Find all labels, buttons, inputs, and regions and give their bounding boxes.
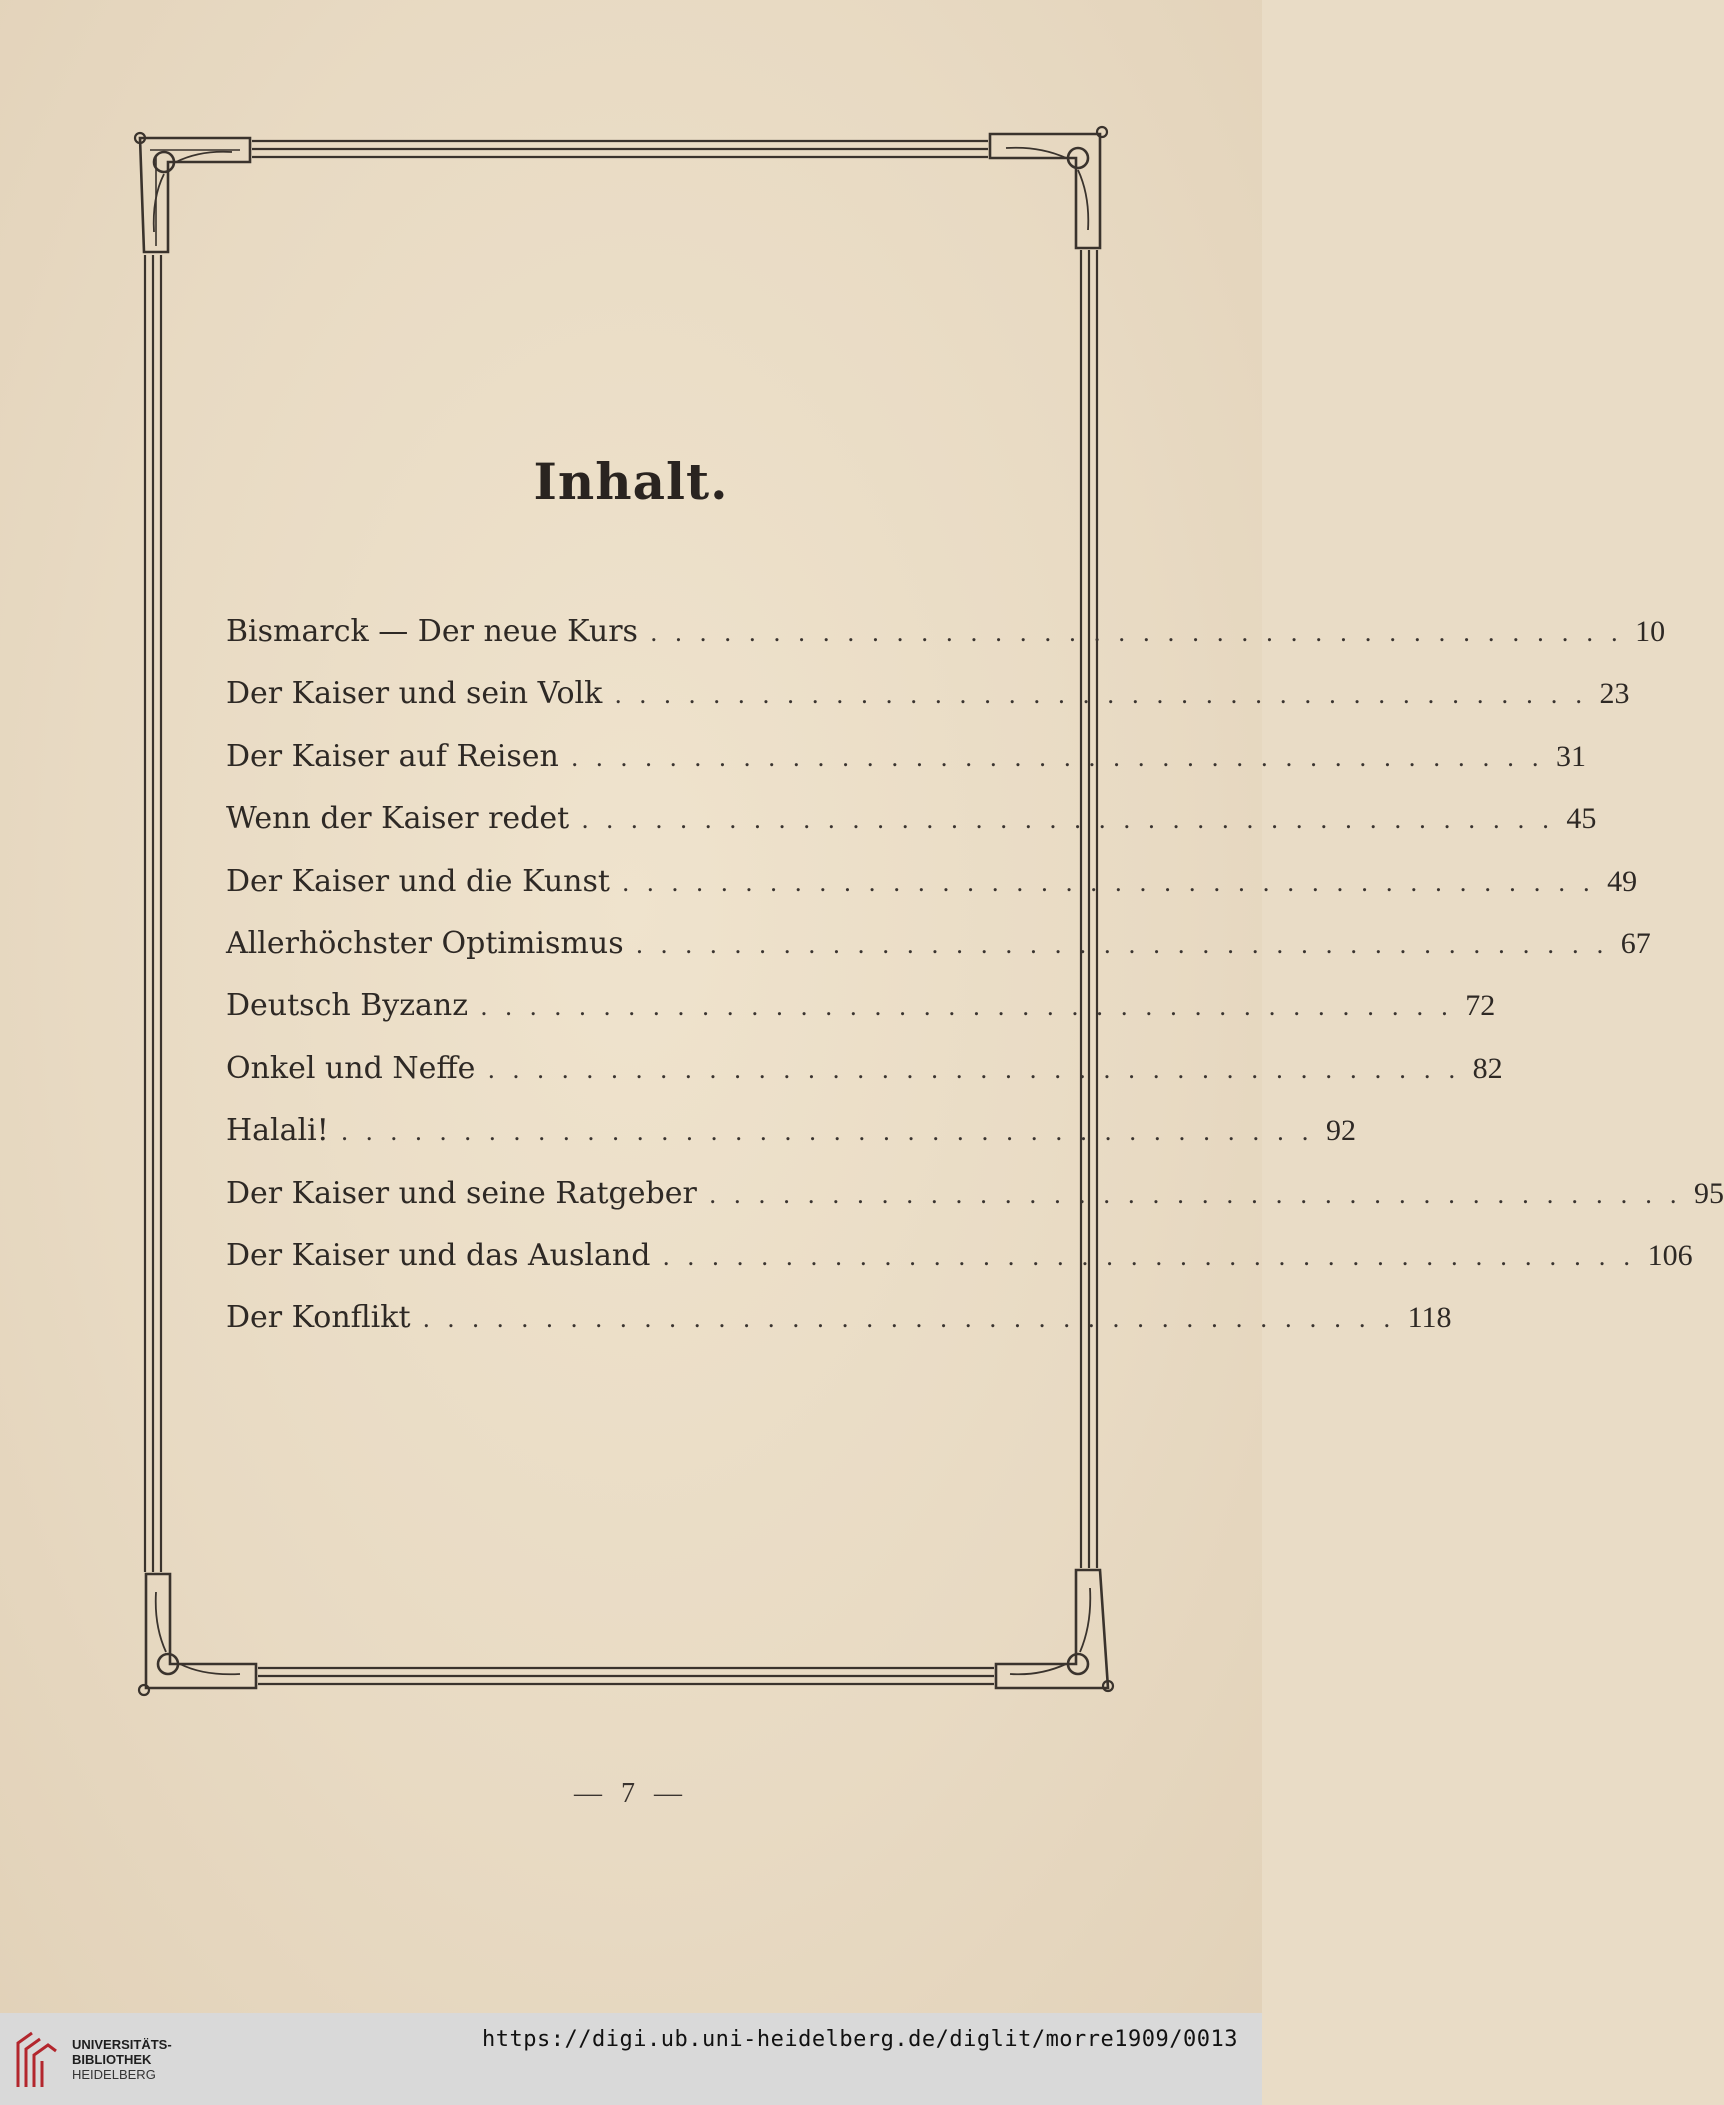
corner-ornament-bottom-right bbox=[996, 1570, 1113, 1691]
toc-entry-page: 82 bbox=[1472, 1051, 1503, 1085]
toc-entry-page: 72 bbox=[1465, 989, 1496, 1023]
library-name-line-1: UNIVERSITÄTS- bbox=[72, 2037, 172, 2052]
toc-leader-dots: ........................................ bbox=[422, 1305, 1408, 1334]
toc-leader-dots: ........................................ bbox=[570, 743, 1557, 772]
toc-leader-dots: ........................................ bbox=[635, 930, 1621, 959]
toc-entry-page: 45 bbox=[1566, 802, 1597, 836]
toc-entry bbox=[226, 1237, 1693, 1300]
corner-ornament-bottom-left bbox=[139, 1574, 256, 1695]
toc-entry bbox=[226, 614, 1666, 676]
library-name bbox=[72, 2037, 172, 2082]
permalink-url[interactable]: https://digi.ub.uni-heidelberg.de/diglit/morre1909/0013 bbox=[482, 2027, 1238, 2052]
page-title: Inhalt. bbox=[533, 452, 729, 511]
toc-entry bbox=[226, 1050, 1503, 1113]
toc-leader-dots: ........................................ bbox=[649, 619, 1636, 647]
toc-entry bbox=[226, 863, 1638, 926]
toc-entry-page: 106 bbox=[1647, 1238, 1693, 1272]
university-library-logo[interactable] bbox=[14, 2029, 60, 2091]
toc-entry-title: Der Kaiser und seine Ratgeber bbox=[226, 1175, 697, 1211]
toc-entry-title: Bismarck — Der neue Kurs bbox=[226, 614, 638, 649]
toc-entry-page: 92 bbox=[1325, 1114, 1356, 1148]
toc-entry bbox=[226, 925, 1651, 988]
library-name-line-3: HEIDELBERG bbox=[72, 2067, 156, 2082]
toc-entry-page: 23 bbox=[1599, 677, 1630, 711]
toc-entry-title: Der Kaiser und die Kunst bbox=[226, 863, 610, 899]
toc-entry-title: Halali! bbox=[226, 1113, 329, 1149]
toc-entry-page: 67 bbox=[1620, 926, 1651, 960]
toc-leader-dots: ........................................ bbox=[621, 868, 1608, 897]
toc-entry bbox=[226, 988, 1496, 1050]
toc-leader-dots: ........................................ bbox=[581, 806, 1567, 835]
toc-entry-title: Der Konflikt bbox=[226, 1300, 411, 1336]
toc-entry bbox=[226, 1300, 1452, 1362]
toc-entry-title: Wenn der Kaiser redet bbox=[226, 801, 570, 837]
toc-leader-dots: ........................................ bbox=[662, 1242, 1648, 1271]
toc-leader-dots: ........................................ bbox=[614, 681, 1600, 710]
toc-entry-title: Allerhöchster Optimismus bbox=[226, 925, 624, 961]
toc-entry-title: Der Kaiser und sein Volk bbox=[226, 676, 603, 712]
toc-entry bbox=[226, 801, 1597, 863]
library-name-line-2: BIBLIOTHEK bbox=[72, 2052, 152, 2067]
toc-entry-title: Onkel und Neffe bbox=[226, 1050, 476, 1086]
toc-leader-dots: ........................................ bbox=[708, 1180, 1694, 1209]
toc-entry bbox=[226, 1113, 1356, 1175]
page-number: — 7 — bbox=[574, 1778, 688, 1809]
toc-entry-page: 10 bbox=[1635, 615, 1666, 648]
toc-entry-title: Der Kaiser auf Reisen bbox=[226, 738, 559, 774]
toc-entry-page: 49 bbox=[1607, 864, 1638, 898]
toc-entry-page: 31 bbox=[1556, 739, 1587, 773]
toc-entry-title: Deutsch Byzanz bbox=[226, 988, 469, 1024]
toc-leader-dots: ........................................ bbox=[480, 993, 1466, 1022]
footer-bar bbox=[0, 2013, 1262, 2105]
toc-entry bbox=[226, 1175, 1724, 1238]
toc-leader-dots: ........................................ bbox=[487, 1055, 1473, 1084]
toc-entry bbox=[226, 738, 1587, 801]
toc-leader-dots: ........................................ bbox=[340, 1118, 1326, 1147]
toc-entry bbox=[226, 676, 1630, 738]
corner-ornament-top-right bbox=[990, 127, 1107, 248]
toc-entry-title: Der Kaiser und das Ausland bbox=[226, 1237, 651, 1273]
table-of-contents bbox=[226, 614, 1724, 1363]
corner-ornament-top-left bbox=[135, 133, 250, 252]
toc-entry-page: 95 bbox=[1693, 1176, 1724, 1210]
toc-entry-page: 118 bbox=[1407, 1301, 1452, 1335]
